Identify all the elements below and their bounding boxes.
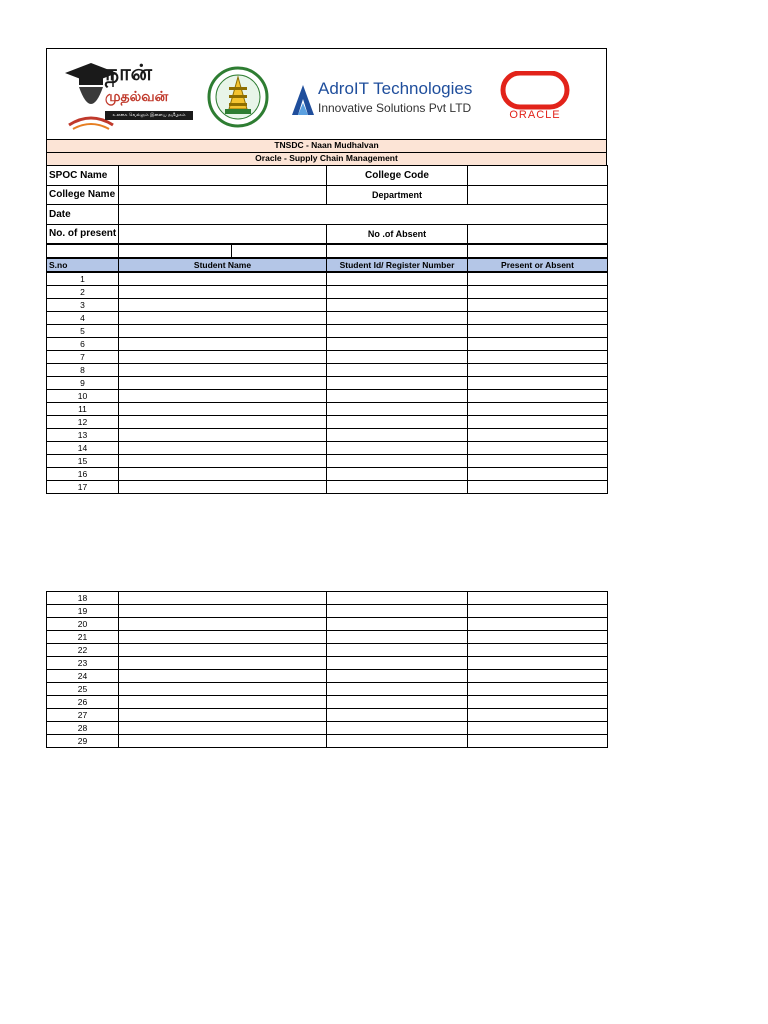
student-name-cell[interactable] — [119, 631, 327, 644]
student-name-cell[interactable] — [119, 403, 327, 416]
student-name-cell[interactable] — [119, 735, 327, 748]
row-number: 20 — [47, 618, 119, 631]
attendance-status-cell[interactable] — [468, 468, 608, 481]
student-rows-page1 — [46, 272, 608, 494]
attendance-status-cell[interactable] — [468, 709, 608, 722]
row-number: 4 — [47, 312, 119, 325]
table-row — [47, 429, 608, 442]
department-label: Department — [327, 185, 468, 205]
student-name-cell[interactable] — [119, 312, 327, 325]
header-student-id: Student Id/ Register Number — [327, 259, 468, 272]
student-name-cell[interactable] — [119, 683, 327, 696]
table-row — [47, 390, 608, 403]
logo-banner — [46, 48, 607, 139]
student-id-cell[interactable] — [327, 377, 468, 390]
attendance-sheet — [46, 48, 607, 494]
attendance-status-cell[interactable] — [468, 312, 608, 325]
attendance-sheet-continued — [46, 591, 607, 748]
row-number: 27 — [47, 709, 119, 722]
attendance-status-cell[interactable] — [468, 377, 608, 390]
attendance-status-cell[interactable] — [468, 403, 608, 416]
student-id-cell[interactable] — [327, 605, 468, 618]
student-id-cell[interactable] — [327, 592, 468, 605]
student-id-cell[interactable] — [327, 670, 468, 683]
student-id-cell[interactable] — [327, 683, 468, 696]
table-row — [47, 312, 608, 325]
college-code-field[interactable] — [468, 166, 608, 186]
spoc-name-field[interactable] — [119, 166, 327, 186]
student-id-cell[interactable] — [327, 364, 468, 377]
attendance-status-cell[interactable] — [468, 735, 608, 748]
attendance-status-cell[interactable] — [468, 286, 608, 299]
table-row — [47, 696, 608, 709]
table-row — [47, 364, 608, 377]
attendance-status-cell[interactable] — [468, 364, 608, 377]
student-id-cell[interactable] — [327, 481, 468, 494]
student-name-cell[interactable] — [119, 481, 327, 494]
present-count-field[interactable] — [119, 224, 327, 244]
student-name-cell[interactable] — [119, 364, 327, 377]
student-id-cell[interactable] — [327, 390, 468, 403]
adroit-mark-icon — [290, 81, 316, 115]
spoc-name-label: SPOC Name — [47, 166, 119, 186]
table-row — [47, 709, 608, 722]
student-name-cell[interactable] — [119, 618, 327, 631]
program-title: TNSDC - Naan Mudhalvan — [46, 139, 607, 152]
row-number: 12 — [47, 416, 119, 429]
table-row — [47, 299, 608, 312]
absent-count-field[interactable] — [468, 224, 608, 244]
adroit-name: AdroIT Technologies — [318, 79, 473, 98]
student-id-cell[interactable] — [327, 325, 468, 338]
college-name-field[interactable] — [119, 185, 327, 205]
student-name-cell[interactable] — [119, 299, 327, 312]
naan-subtitle: முதல்வன் — [105, 89, 169, 105]
student-id-cell[interactable] — [327, 468, 468, 481]
table-row — [47, 325, 608, 338]
student-id-cell[interactable] — [327, 403, 468, 416]
student-id-cell[interactable] — [327, 338, 468, 351]
row-number: 10 — [47, 390, 119, 403]
course-title: Oracle - Supply Chain Management — [46, 152, 607, 165]
absent-count-label: No .of Absent — [327, 224, 468, 244]
attendance-status-cell[interactable] — [468, 416, 608, 429]
row-number: 3 — [47, 299, 119, 312]
attendance-status-cell[interactable] — [468, 683, 608, 696]
row-number: 25 — [47, 683, 119, 696]
student-name-cell[interactable] — [119, 429, 327, 442]
row-number: 5 — [47, 325, 119, 338]
table-row — [47, 455, 608, 468]
blank-cell — [327, 245, 468, 258]
row-number: 15 — [47, 455, 119, 468]
student-name-cell[interactable] — [119, 390, 327, 403]
row-number: 7 — [47, 351, 119, 364]
student-id-cell[interactable] — [327, 631, 468, 644]
table-row — [47, 481, 608, 494]
college-code-label: College Code — [327, 166, 468, 186]
student-id-cell[interactable] — [327, 429, 468, 442]
row-number: 1 — [47, 273, 119, 286]
table-row — [47, 722, 608, 735]
row-number: 24 — [47, 670, 119, 683]
student-name-cell[interactable] — [119, 455, 327, 468]
row-number: 17 — [47, 481, 119, 494]
student-name-cell[interactable] — [119, 442, 327, 455]
blank-cell — [232, 245, 327, 258]
attendance-status-cell[interactable] — [468, 338, 608, 351]
row-number: 8 — [47, 364, 119, 377]
attendance-status-cell[interactable] — [468, 657, 608, 670]
attendance-status-cell[interactable] — [468, 299, 608, 312]
student-name-cell[interactable] — [119, 592, 327, 605]
attendance-status-cell[interactable] — [468, 618, 608, 631]
table-row — [47, 468, 608, 481]
student-name-cell[interactable] — [119, 351, 327, 364]
attendance-status-cell[interactable] — [468, 592, 608, 605]
row-number: 29 — [47, 735, 119, 748]
blank-cell — [47, 245, 119, 258]
student-id-cell[interactable] — [327, 416, 468, 429]
attendance-status-cell[interactable] — [468, 429, 608, 442]
naan-mudhalvan-logo — [61, 61, 197, 131]
student-id-cell[interactable] — [327, 299, 468, 312]
student-name-cell[interactable] — [119, 416, 327, 429]
table-row — [47, 644, 608, 657]
header-status: Present or Absent — [468, 259, 608, 272]
attendance-status-cell[interactable] — [468, 605, 608, 618]
row-number: 13 — [47, 429, 119, 442]
table-row — [47, 273, 608, 286]
student-id-cell[interactable] — [327, 312, 468, 325]
row-number: 16 — [47, 468, 119, 481]
adroit-logo — [290, 79, 490, 119]
oracle-logo — [499, 71, 574, 123]
student-name-cell[interactable] — [119, 670, 327, 683]
table-row — [47, 605, 608, 618]
student-id-cell[interactable] — [327, 709, 468, 722]
attendance-status-cell[interactable] — [468, 442, 608, 455]
attendance-status-cell[interactable] — [468, 273, 608, 286]
attendance-status-cell[interactable] — [468, 696, 608, 709]
row-number: 2 — [47, 286, 119, 299]
student-name-cell[interactable] — [119, 722, 327, 735]
attendance-status-cell[interactable] — [468, 670, 608, 683]
table-row — [47, 442, 608, 455]
table-row — [47, 416, 608, 429]
table-row — [47, 592, 608, 605]
column-headers — [46, 258, 608, 272]
info-table — [46, 165, 608, 244]
table-row — [47, 670, 608, 683]
student-name-cell[interactable] — [119, 644, 327, 657]
attendance-status-cell[interactable] — [468, 325, 608, 338]
row-number: 26 — [47, 696, 119, 709]
table-row — [47, 631, 608, 644]
row-number: 21 — [47, 631, 119, 644]
table-row — [47, 657, 608, 670]
adroit-subtitle: Innovative Solutions Pvt LTD — [318, 101, 472, 115]
naan-tagline: உலகை வெல்லும் இளைய தமிழகம் — [105, 111, 193, 120]
row-number: 19 — [47, 605, 119, 618]
row-number: 22 — [47, 644, 119, 657]
blank-cell — [468, 245, 608, 258]
table-row — [47, 338, 608, 351]
student-name-cell[interactable] — [119, 657, 327, 670]
row-number: 6 — [47, 338, 119, 351]
attendance-status-cell[interactable] — [468, 644, 608, 657]
student-id-cell[interactable] — [327, 455, 468, 468]
student-name-cell[interactable] — [119, 286, 327, 299]
table-row — [47, 351, 608, 364]
student-name-cell[interactable] — [119, 338, 327, 351]
student-id-cell[interactable] — [327, 696, 468, 709]
student-name-cell[interactable] — [119, 273, 327, 286]
attendance-status-cell[interactable] — [468, 351, 608, 364]
attendance-status-cell[interactable] — [468, 481, 608, 494]
tamil-nadu-emblem — [207, 65, 269, 129]
student-id-cell[interactable] — [327, 657, 468, 670]
date-field[interactable] — [119, 205, 608, 225]
student-name-cell[interactable] — [119, 709, 327, 722]
row-number: 18 — [47, 592, 119, 605]
attendance-status-cell[interactable] — [468, 455, 608, 468]
student-id-cell[interactable] — [327, 286, 468, 299]
student-id-cell[interactable] — [327, 644, 468, 657]
student-name-cell[interactable] — [119, 377, 327, 390]
student-id-cell[interactable] — [327, 442, 468, 455]
attendance-status-cell[interactable] — [468, 631, 608, 644]
emblem-icon — [207, 65, 269, 129]
student-id-cell[interactable] — [327, 273, 468, 286]
spacer-row — [46, 244, 608, 258]
student-rows-page2 — [46, 591, 608, 748]
student-name-cell[interactable] — [119, 605, 327, 618]
row-number: 11 — [47, 403, 119, 416]
row-number: 23 — [47, 657, 119, 670]
date-label: Date — [47, 205, 119, 225]
table-row — [47, 403, 608, 416]
row-number: 9 — [47, 377, 119, 390]
department-field[interactable] — [468, 185, 608, 205]
student-id-cell[interactable] — [327, 351, 468, 364]
student-name-cell[interactable] — [119, 325, 327, 338]
student-name-cell[interactable] — [119, 468, 327, 481]
table-row — [47, 286, 608, 299]
table-row — [47, 618, 608, 631]
attendance-status-cell[interactable] — [468, 722, 608, 735]
student-id-cell[interactable] — [327, 722, 468, 735]
table-row — [47, 683, 608, 696]
student-name-cell[interactable] — [119, 696, 327, 709]
attendance-status-cell[interactable] — [468, 390, 608, 403]
table-row — [47, 377, 608, 390]
oracle-wordmark: ORACLE — [509, 109, 561, 121]
header-student-name: Student Name — [119, 259, 327, 272]
college-name-label: College Name — [47, 185, 119, 205]
present-count-label: No. of present — [47, 224, 119, 244]
student-id-cell[interactable] — [327, 618, 468, 631]
row-number: 28 — [47, 722, 119, 735]
row-number: 14 — [47, 442, 119, 455]
header-sno: S.no — [47, 259, 119, 272]
student-id-cell[interactable] — [327, 735, 468, 748]
table-row — [47, 735, 608, 748]
naan-title: நான் — [105, 61, 152, 86]
blank-cell — [119, 245, 232, 258]
